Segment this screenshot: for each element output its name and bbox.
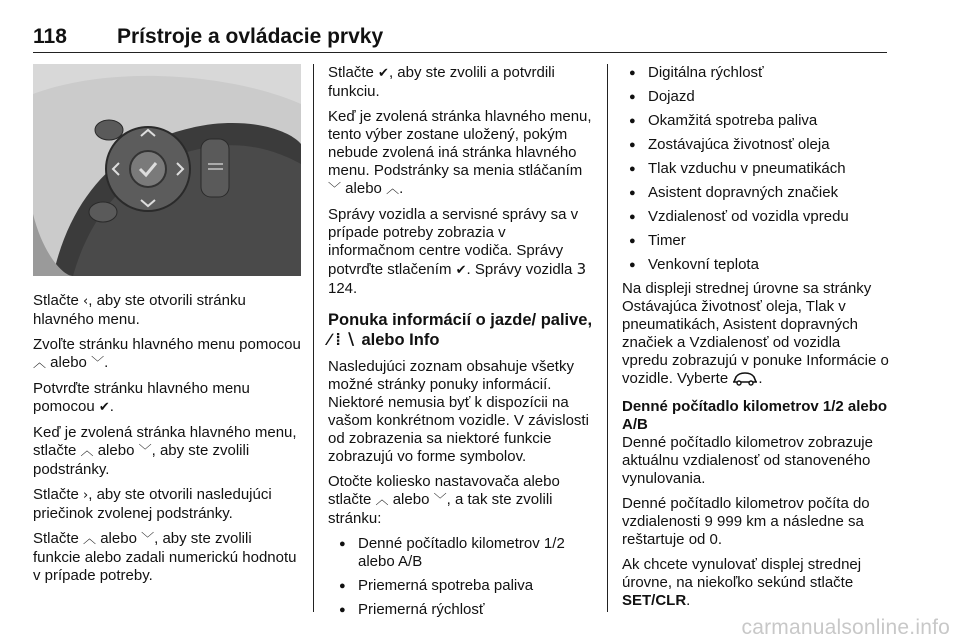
page-reference-link[interactable]: 124	[328, 280, 354, 297]
paragraph: Denné počítadlo kilometrov zobrazuje aktuálnu vzdialenosť od stanoveného vynulovania.	[622, 434, 873, 487]
column-divider-2	[607, 64, 608, 612]
chevron-left-icon: ‹	[83, 294, 89, 309]
paragraph: Zvoľte stránku hlavného menu pomocou ︿ alebo ﹀.	[33, 336, 301, 371]
chevron-up-icon: ︿	[83, 532, 97, 547]
column-3	[622, 64, 890, 617]
check-icon: ✔	[455, 263, 467, 278]
list-item: ● Digitálna rýchlosť	[622, 64, 890, 82]
subsection-heading: Denné počítadlo kilometrov 1/2 alebo A/B	[622, 398, 888, 433]
info-pages-list	[328, 535, 593, 619]
chevron-up-icon: ︿	[33, 356, 47, 371]
list-item: ● Okamžitá spotreba paliva	[622, 112, 890, 130]
paragraph: Stlačte ›, aby ste otvorili nasledujúci priečinok zvolenej podstránky.	[33, 486, 272, 522]
list-item: ● Denné počítadlo kilometrov 1/2 alebo A/B	[328, 535, 593, 571]
paragraph: Otočte koliesko nastavovača alebo stlačte ︿ alebo ﹀, a tak ste zvolili stránku:	[328, 473, 560, 527]
steering-wheel-controls-illustration	[33, 64, 301, 276]
chevron-down-icon: ﹀	[433, 493, 447, 508]
paragraph: Denné počítadlo kilometrov počíta do vzdialenosti 9 999 km a následne sa reštartuje od 0.	[622, 495, 870, 548]
column-2	[328, 64, 593, 625]
chevron-up-icon: ︿	[375, 493, 389, 508]
check-icon: ✔	[98, 400, 110, 415]
chevron-down-icon: ﹀	[138, 444, 152, 459]
list-item: ● Asistent dopravných značiek	[622, 184, 890, 202]
column-divider-1	[313, 64, 314, 612]
page-title: Prístroje a ovládacie prvky	[117, 25, 384, 48]
paragraph: Keď je zvolená stránka hlavného menu, tento výber zostane uložený, pokým nebude zvolená iná stránka hlavného menu. Podstránky sa menia stláčaním ﹀ alebo ︿.	[328, 108, 592, 197]
paragraph: Stlačte ✔, aby ste zvolili a potvrdili funkciu.	[328, 64, 555, 100]
page-number: 118	[33, 25, 67, 48]
paragraph: Správy vozidla a servisné správy sa v prípade potreby zobrazia v informačnom centre vodiča. Správy potvrďte stlačením ✔. Správy vozidla 3 124.	[328, 206, 587, 297]
list-item: ● Zostávajúca životnosť oleja	[622, 136, 890, 154]
chevron-down-icon: ﹀	[91, 356, 105, 371]
list-item: ● Timer	[622, 232, 890, 250]
chevron-down-icon: ﹀	[141, 532, 155, 547]
list-item: ● Priemerná rýchlosť	[328, 601, 593, 619]
list-item: ● Priemerná spotreba paliva	[328, 577, 593, 595]
vehicle-info-icon	[732, 372, 758, 386]
paragraph: Stlačte ‹, aby ste otvorili stránku hlavného menu.	[33, 292, 246, 328]
paragraph: Keď je zvolená stránka hlavného menu, stlačte ︿ alebo ﹀, aby ste zvolili podstránky.	[33, 424, 297, 478]
chevron-up-icon: ︿	[80, 444, 94, 459]
paragraph: Na displeji strednej úrovne sa stránky Ostávajúca životnosť oleja, Tlak v pneumatikách, Asistent dopravných značiek a Vzdialenosť od vozidla vpredu zobrazujú v ponuke Informácie o vozidle. Vyberte .	[622, 280, 889, 387]
section-heading: Ponuka informácií o jazde/ palive, ∕ ⁞ ∖ alebo Info	[328, 311, 593, 349]
trip-info-icon: ∕ ⁞ ∖	[328, 331, 357, 349]
page-header	[33, 22, 887, 53]
watermark: carmanualsonline.info	[741, 616, 950, 639]
chevron-right-icon: ›	[83, 488, 89, 503]
paragraph: Potvrďte stránku hlavného menu pomocou ✔.	[33, 380, 250, 415]
chevron-down-icon: ﹀	[328, 182, 342, 197]
page-reference-arrow-icon: 3	[576, 260, 587, 278]
paragraph: Ak chcete vynulovať displej strednej úrovne, na niekoľko sekúnd stlačte SET/CLR.	[622, 556, 862, 609]
paragraph: Nasledujúci zoznam obsahuje všetky možné stránky ponuky informácií. Niektoré nemusia byť k dispozícii na vašom konkrétnom vozidle. V závislosti od zobrazenia sa niektoré funkcie zobrazujú vo forme symbolov.	[328, 358, 589, 465]
paragraph: Stlačte ︿ alebo ﹀, aby ste zvolili funkcie alebo zadali numerickú hodnotu v prípade potreby.	[33, 530, 297, 584]
list-item: ● Venkovní teplota	[622, 256, 890, 274]
check-icon: ✔	[378, 66, 389, 81]
list-item: ● Tlak vzduchu v pneumatikách	[622, 160, 890, 178]
list-item: ● Dojazd	[622, 88, 890, 106]
list-item: ● Vzdialenosť od vozidla vpredu	[622, 208, 890, 226]
info-pages-list-continued	[622, 64, 890, 274]
chevron-up-icon: ︿	[386, 182, 400, 197]
set-clr-button-label: SET/CLR	[622, 592, 687, 609]
column-1	[33, 64, 301, 592]
